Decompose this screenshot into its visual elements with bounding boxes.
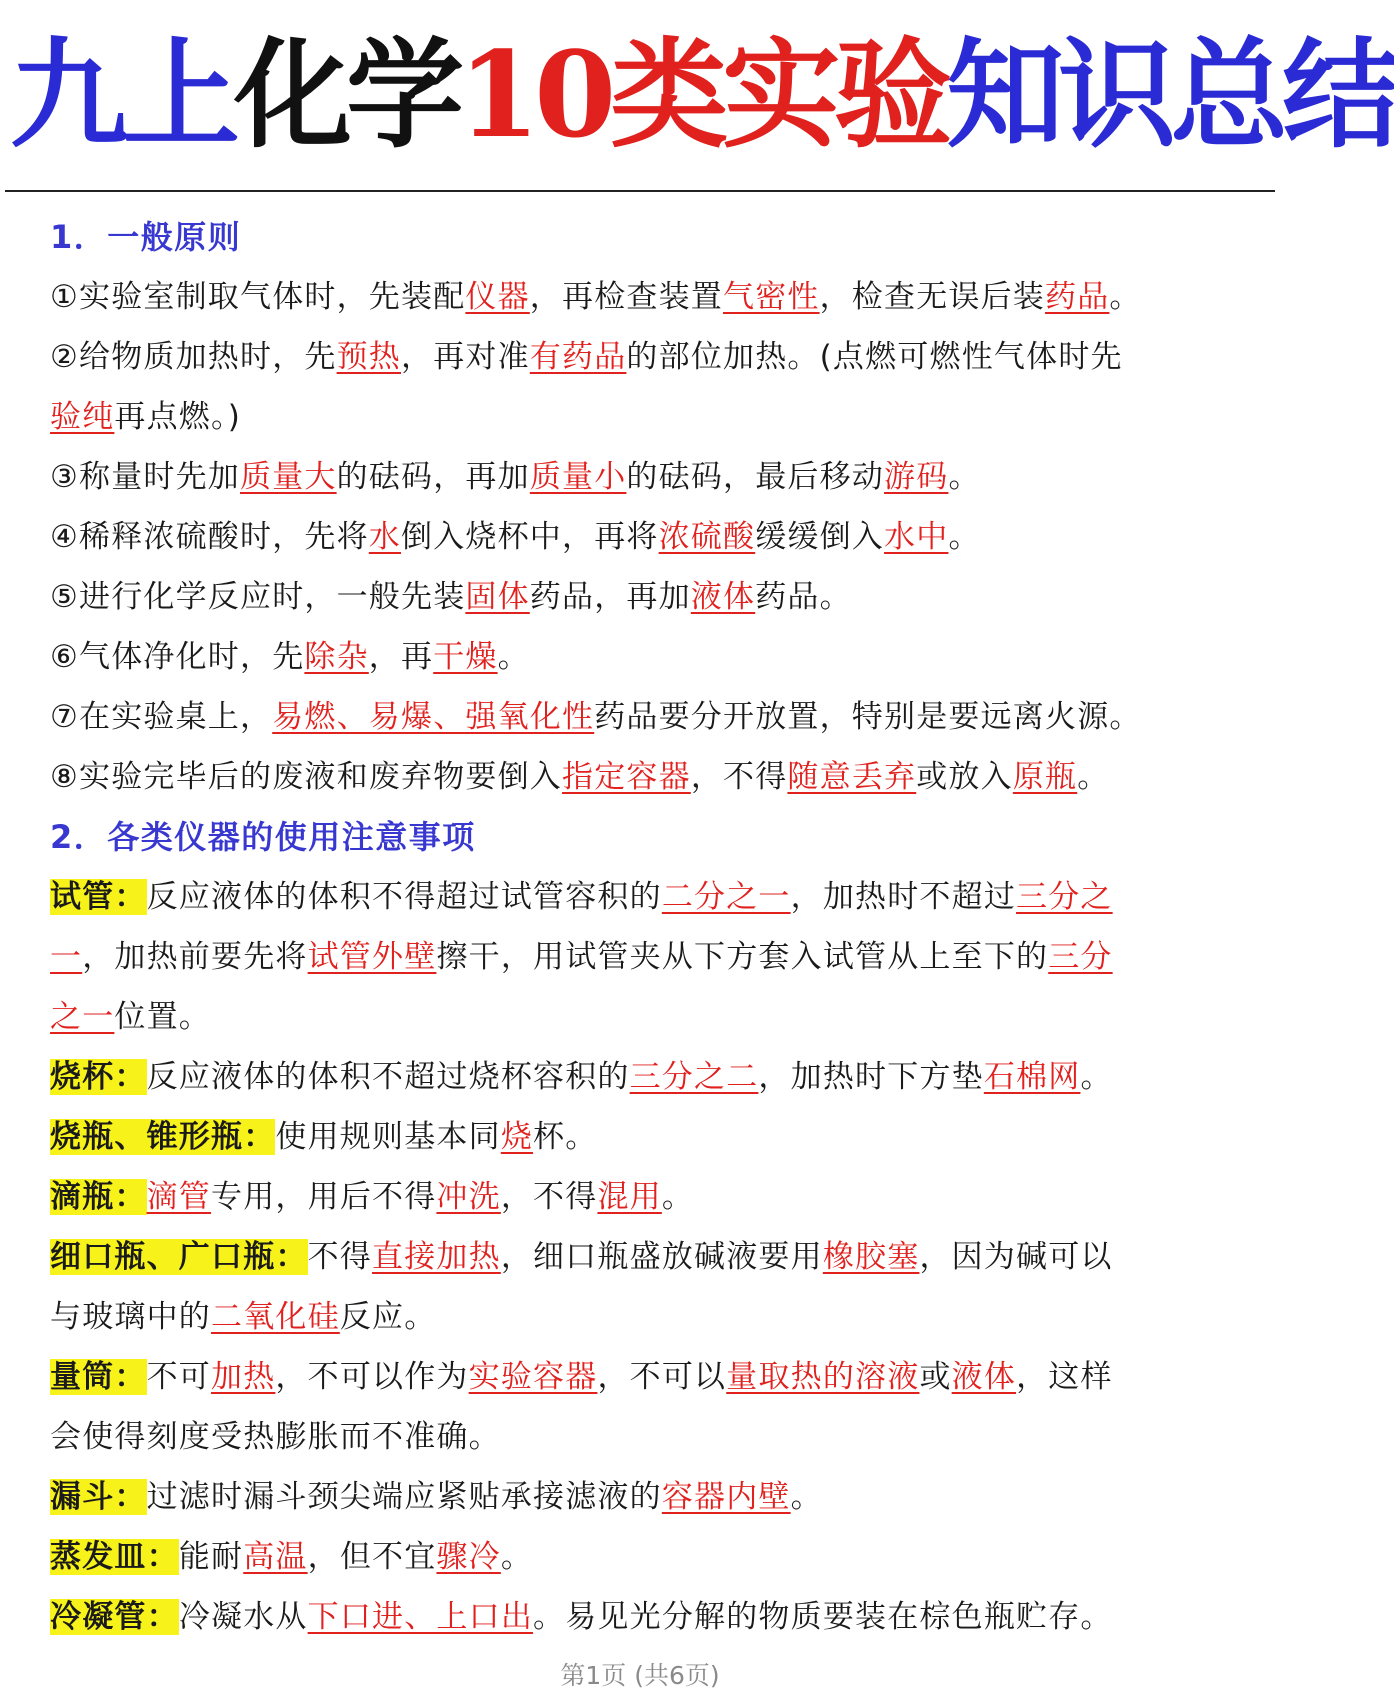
text-line xyxy=(50,1347,1250,1407)
text-segment: 。易见光分解的物质要装在棕色瓶贮存。 xyxy=(533,1599,1113,1635)
text-line xyxy=(50,987,1250,1047)
text-segment: 的砝码，再加 xyxy=(336,459,530,495)
key-term: 水 xyxy=(368,519,401,555)
key-term: 容器内壁 xyxy=(661,1479,791,1515)
key-term: 质量大 xyxy=(240,459,337,495)
text-segment: ⑤进行化学反应时，一般先装 xyxy=(50,579,466,615)
text-segment: 或 xyxy=(919,1359,952,1395)
instrument-label: 冷凝管： xyxy=(50,1599,179,1635)
text-segment: 不得 xyxy=(307,1239,373,1275)
text-segment: 缓缓倒入 xyxy=(755,519,885,555)
title-part: 知识总结 xyxy=(946,25,1394,164)
text-segment: 不可 xyxy=(146,1359,212,1395)
text-segment: 2．各类仪器的使用注意事项 xyxy=(50,818,476,856)
text-segment: ②给物质加热时，先 xyxy=(50,339,337,375)
key-term: 滴管 xyxy=(146,1179,212,1215)
key-term: 质量小 xyxy=(529,459,627,495)
text-segment: 能耐 xyxy=(178,1539,244,1575)
text-segment: ①实验室制取气体时，先装配 xyxy=(50,279,466,315)
key-term: 药品 xyxy=(1045,279,1110,315)
text-line xyxy=(50,387,1250,447)
text-line xyxy=(50,567,1250,627)
text-segment: 使用规则基本同 xyxy=(275,1119,501,1155)
key-term: 随意丢弃 xyxy=(787,759,917,795)
page-footer: 第1页 (共6页) xyxy=(560,1661,720,1690)
text-segment: 。 xyxy=(500,1539,534,1575)
key-term: 固体 xyxy=(465,579,530,615)
text-segment: ，这样 xyxy=(1016,1359,1113,1395)
title-divider xyxy=(5,190,1275,192)
key-term: 高温 xyxy=(243,1539,308,1575)
text-segment: ，加热前要先将 xyxy=(82,939,308,975)
text-segment: ，再 xyxy=(368,639,434,675)
text-line xyxy=(50,267,1250,327)
key-term: 下口进、上口出 xyxy=(307,1599,534,1635)
key-term: 三分 xyxy=(1048,939,1113,975)
key-term: 加热 xyxy=(211,1359,276,1395)
text-segment: 。 xyxy=(497,639,530,675)
key-term: 试管外壁 xyxy=(307,939,437,975)
instrument-label: 蒸发皿： xyxy=(50,1539,179,1575)
key-term: 指定容器 xyxy=(562,759,691,795)
text-line xyxy=(50,507,1250,567)
key-term: 骤冷 xyxy=(436,1539,501,1575)
text-line xyxy=(50,927,1250,987)
instrument-label: 漏斗： xyxy=(50,1479,147,1515)
text-segment: ，因为碱可以 xyxy=(919,1239,1113,1275)
text-segment: 的砝码，最后移动 xyxy=(626,459,885,495)
key-term: 易燃、易爆、强氧化性 xyxy=(272,699,595,735)
key-term: 冲洗 xyxy=(436,1179,501,1215)
text-segment: 。 xyxy=(790,1479,823,1515)
key-term: 预热 xyxy=(336,339,401,375)
title-part: 10类实验 xyxy=(458,25,947,164)
text-line xyxy=(50,1287,1250,1347)
text-segment: ⑦在实验桌上， xyxy=(50,699,273,735)
text-segment: 反应液体的体积不得超过试管容积的 xyxy=(146,879,662,915)
text-segment: 。 xyxy=(661,1179,695,1215)
section-heading xyxy=(50,807,1250,867)
text-segment: ，不可以 xyxy=(597,1359,727,1395)
text-segment: 擦干，用试管夹从下方套入试管从上至下的 xyxy=(436,939,1049,975)
text-line xyxy=(50,447,1250,507)
text-segment: 。 xyxy=(948,519,981,555)
instrument-label: 试管： xyxy=(50,879,147,915)
text-segment: 1．一般原则 xyxy=(50,218,242,256)
text-segment: 。 xyxy=(1080,1059,1113,1095)
text-line xyxy=(50,1047,1250,1107)
text-segment: 药品。 xyxy=(755,579,852,615)
text-segment: ，不得 xyxy=(500,1179,598,1215)
text-line xyxy=(50,627,1250,687)
text-segment: 杯。 xyxy=(533,1119,598,1155)
key-term: 石棉网 xyxy=(983,1059,1081,1095)
text-segment: ⑧实验完毕后的废液和废弃物要倒入 xyxy=(50,759,562,795)
key-term: 有药品 xyxy=(529,339,627,375)
text-segment: ，加热时下方垫 xyxy=(758,1059,984,1095)
key-term: 除杂 xyxy=(304,639,369,675)
key-term: 浓硫酸 xyxy=(658,519,756,555)
key-term: 干燥 xyxy=(433,639,498,675)
key-term: 直接加热 xyxy=(372,1239,501,1275)
key-term: 一 xyxy=(50,939,83,975)
text-line xyxy=(50,867,1250,927)
key-term: 之一 xyxy=(50,999,115,1035)
text-segment: 过滤时漏斗颈尖端应紧贴承接滤液的 xyxy=(146,1479,662,1515)
text-segment: 位置。 xyxy=(114,999,212,1035)
text-segment: 专用，用后不得 xyxy=(211,1179,437,1215)
instrument-label: 滴瓶： xyxy=(50,1179,147,1215)
text-segment: ，检查无误后装 xyxy=(819,279,1046,315)
text-segment: 。 xyxy=(1077,759,1110,795)
section-heading xyxy=(50,207,1250,267)
instrument-label: 量筒： xyxy=(50,1359,147,1395)
text-segment: 再点燃。) xyxy=(114,399,242,435)
key-term: 游码 xyxy=(884,459,949,495)
key-term: 液体 xyxy=(690,579,756,615)
instrument-label: 烧杯： xyxy=(50,1059,147,1095)
text-segment: ，不得 xyxy=(690,759,788,795)
title-part: 化学 xyxy=(234,25,459,164)
text-segment: ，再检查装置 xyxy=(529,279,723,315)
key-term: 混用 xyxy=(597,1179,662,1215)
text-line xyxy=(50,1167,1250,1227)
key-term: 三分之 xyxy=(1016,879,1113,915)
text-segment: 会使得刻度受热膨胀而不准确。 xyxy=(50,1419,501,1455)
key-term: 烧 xyxy=(500,1119,534,1155)
key-term: 液体 xyxy=(951,1359,1017,1395)
text-line xyxy=(50,747,1250,807)
key-term: 三分之二 xyxy=(629,1059,759,1095)
key-term: 量取热的溶液 xyxy=(726,1359,920,1395)
key-term: 水中 xyxy=(884,519,949,555)
text-line xyxy=(50,687,1250,747)
text-segment: ，细口瓶盛放碱液要用 xyxy=(500,1239,823,1275)
key-term: 原瓶 xyxy=(1012,759,1078,795)
content-body xyxy=(50,207,1250,1647)
text-line xyxy=(50,1407,1250,1467)
text-segment: 药品，再加 xyxy=(529,579,691,615)
key-term: 二氧化硅 xyxy=(211,1299,340,1335)
text-segment: ，再对准 xyxy=(401,339,530,375)
text-segment: ，不可以作为 xyxy=(275,1359,469,1395)
key-term: 气密性 xyxy=(723,279,820,315)
title-part: 九上 xyxy=(10,25,235,164)
key-term: 橡胶塞 xyxy=(822,1239,920,1275)
text-line xyxy=(50,1527,1250,1587)
text-line xyxy=(50,1107,1250,1167)
text-line xyxy=(50,1227,1250,1287)
text-segment: 。 xyxy=(948,459,981,495)
text-segment: 冷凝水从 xyxy=(178,1599,308,1635)
text-segment: 药品要分开放置，特别是要远离火源。 xyxy=(594,699,1142,735)
text-line xyxy=(50,1467,1250,1527)
text-segment: 倒入烧杯中，再将 xyxy=(401,519,659,555)
key-term: 仪器 xyxy=(465,279,530,315)
text-segment: ，但不宜 xyxy=(307,1539,437,1575)
key-term: 实验容器 xyxy=(468,1359,598,1395)
instrument-label: 烧瓶、锥形瓶： xyxy=(50,1119,276,1155)
text-segment: 的部位加热。(点燃可燃性气体时先 xyxy=(626,339,1123,375)
page-title xyxy=(10,20,1394,170)
text-segment: 或放入 xyxy=(916,759,1013,795)
text-line xyxy=(50,327,1250,387)
text-line xyxy=(50,1587,1250,1647)
text-segment: ，加热时不超过 xyxy=(790,879,1017,915)
text-segment: 反应液体的体积不超过烧杯容积的 xyxy=(146,1059,630,1095)
key-term: 二分之一 xyxy=(661,879,791,915)
text-segment: 与玻璃中的 xyxy=(50,1299,211,1335)
text-segment: ③称量时先加 xyxy=(50,459,240,495)
text-segment: ⑥气体净化时，先 xyxy=(50,639,305,675)
instrument-label: 细口瓶、广口瓶： xyxy=(50,1239,308,1275)
key-term: 验纯 xyxy=(50,399,115,435)
text-segment: 。 xyxy=(1109,279,1142,315)
text-segment: 反应。 xyxy=(339,1299,437,1335)
text-segment: ④稀释浓硫酸时，先将 xyxy=(50,519,369,555)
